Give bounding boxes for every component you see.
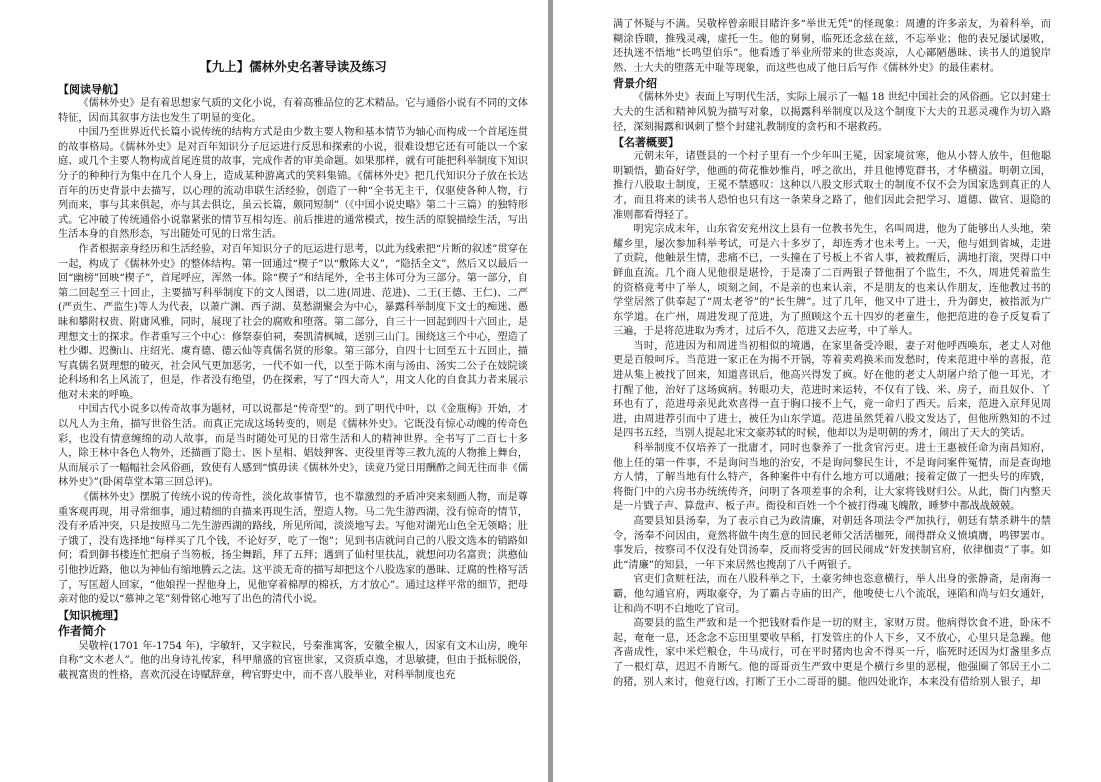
document-title: 【九上】儒林外史名著导读及练习 bbox=[199, 59, 387, 74]
paragraph: 当时，范进因为和周进当初相似的境遇，在家里备受冷眼，妻子对他呼西唤东，老丈人对他更是百般呵斥。当范进一家正在为揭不开锅，等着卖鸡换米而发愁时，传来范进中举的喜报，范进从集上被找了回来，知道喜讯后，他高兴得发了疯。好在他的老丈人胡屠户给了他一耳光，才打醒了他，治好了这场疯病。转眼功夫，范进时来运转，不仅有了钱、米、房子，而且奴仆、丫环也有了，范进母亲见此欢喜得一直于胸口接不上气，竟一命归了西天。后来，范进入京拜见周进，由周进荐引而中了进士，被任为山东学道。范进虽然凭着八股文发达了，但他所熟知的不过是四书五经，当别人提起北宋文豪苏轼的时候，他却以为是明朝的秀才，闹出了天大的笑话。 bbox=[613, 340, 1051, 440]
paragraph: 科举制度不仅培养了一批庸才，同时也豢养了一批贪官污吏。进士王惠被任命为南昌知府，他上任的第一件事，不是询问当地的治安，不是询问黎民生计，不是询问案件冤情，而是查询地方人情，了解当地有什么特产，各种案件中有什么地方可以通融；接着定做了一把头号的库戥，将衙门中的六房书办统统传齐，问明了各项差事的余利，让大家将钱财归公。从此，衙门内整天是一片戥子声、算盘声、板子声。衙役和百姓一个个被打得魂飞魄散，睡梦中都战战兢兢。 bbox=[613, 443, 1051, 513]
paragraph: 高要县知县汤奉，为了表示自己为政清廉，对朝廷各项法令严加执行，朝廷有禁杀耕牛的禁令，汤奉不问因由，竟然将做牛肉生意的回民老师父活活枷死，闹得群众义愤填膺，鸣锣罢市。事发后，按察司不仅没有处罚汤奉，反而将受害的回民闹成“奸发挟制官府，依律枷责”了事。如此“清廉”的知县，一年下来居然也搜刮了八千两银子。 bbox=[613, 516, 1051, 571]
paragraph: 元朝末年，诸暨县的一个村子里有一个少年叫王冕，因家境贫寒，他从小替人放牛，但他聪明颖悟，勤奋好学，他画的荷花惟妙惟肖，呼之欲出，并且他博览群书，才华横溢。明朝立国，推行八股取士制度，王冕不禁感叹：这种以八股文形式取士的制度不仅不会为国家选到真正的人才，而且将来的读书人恐怕也只有这一条荣身之路了，他们因此会把学习、道德、做官、退隐的准则都看得轻了。 bbox=[613, 151, 1051, 221]
paragraph: 作者根据亲身经历和生活经验，对百年知识分子的厄运进行思考，以此为线索把“片断的叙述”贯穿在一起，构成了《儒林外史》的整体结构。第一回通过“楔子”以“敷陈大义”，“隐括全文”，然后又以最后一回“幽榜”回映“楔子”，首尾呼应，浑然一体。除“楔子”和结尾外，全书主体可分为三部分。第一部分，自第二回起至三十回止，主要描写科举制度下的文人图谱，以二进(周进、范进)、二王(王德、王仁)、二严(严贡生、严监生)等人为代表，以萧广渊、西子湖、莫愁湖聚会为中心，暴露科举制度下文士的痴迷、愚昧和攀附权贵、附庸风雅，同时，展现了社会的腐败和堕落。第二部分，自三十一回起到四十六回止，是理想文士的探求。作者重写三个中心：修祭泰伯祠，奏凯清枫城，送别三山门。围绕这三个中心，塑造了杜少卿、迟衡山、庄绍光、虞育德、德云仙等真儒名贤的形象。第三部分，自四十七回至五十五回止，描写真儒名贤理想的破灭，社会风气更加恶劣，一代不如一代，以至于陈木南与汤由、汤实二公子在妓院谈论科场和名上风流了，但是，作者没有绝望，仍在探索，写了“四大奇人”，用文人化的自食其力者来展示他对未来的呼唤。 bbox=[58, 243, 528, 401]
paragraph: 官吏们贪赃枉法，而在八股科举之下，土豪劣绅也恣意横行，举人出身的张静斋，是南海一霸，他勾通官府，两取豪夺，为了霸占寺庙的田产，他唆使七八个流氓，诬陷和尚与妇女通奸，让和尚不明不白地吃了官司。 bbox=[613, 574, 1051, 615]
paragraph: 中国乃至世界近代长篇小说传统的结构方式是由少数主要人物和基本情节为轴心而构成一个首尾连贯的故事格局。《儒林外史》是对百年知识分子厄运进行反思和探索的小说，很难设想它还有可能以一个家庭、或几个主要人物构成首尾连贯的故事，完成作者的审美命题。如果那样，就有可能把科举制度下知识分子的种种行为集中在几个人身上，造成某种游离式的笑料集锦。《儒林外史》把几代知识分子放在长达百年的历史背景中去描写，以心理的流动串联生活经验，创造了一种“全书无主干，仅驱使各种人物，行列而来，事与其来俱起，亦与其去俱讫，虽云长篇，颇同短制”（《中国小说史略》第二十三篇）的独特形式。它冲破了传统通俗小说靠紧张的情节互相勾连、前后推进的通常模式，按生活的原貌描绘生活，写出生活本身的自然形态，写出随处可见的日常生活。 bbox=[58, 127, 528, 241]
section-heading-knowledge: 【知识梳理】 bbox=[58, 608, 124, 622]
subheading-background: 背景介绍 bbox=[613, 77, 657, 91]
section-heading-reading-guide: 【阅读导航】 bbox=[58, 83, 124, 96]
right-page bbox=[553, 0, 1101, 782]
paragraph: 《儒林外史》摆脱了传统小说的传奇性，淡化故事情节，也不靠激烈的矛盾冲突来刻画人物，而是尊重客观再现，用寻常细事，通过精细的自描来再现生活，塑造人物。马二先生游西湖，没有惊奇的情节，没有矛盾冲突，只是按照马二先生游西湖的路线，所见所闻，淡淡地写去。写他对湖光山色全无领略；肚子饿了，没有选择地“每样买了几个钱，不论好歹，吃了一饱”；见到书店就问自己的八股文选本的销路如何；看到御书楼连忙把扇子当笏板，扬尘舞蹈，拜了五拜；遇到了仙村里扶乩，就想问功名富贵；洪憨仙引他抄近路，他以为神仙有缩地腾云之法。这平淡无奇的描写却把这个八股选家的愚昧、迂腐的性格写活了，写匡超人回家，“他娘捏一捏他身上，见他穿着棉厚的棉袄，方才放心”。通过这样平常的细节，把母亲对他的爱以“慕神之笔”刻骨铭心地写了出色的清代小说。 bbox=[58, 492, 528, 606]
paragraph: 吴敬梓(1701 年-1754 年)，字敏轩，又字粒民，号秦淮寓客，安徽全椒人，因家有文木山房，晚年自称“文木老人”。他的出身诗礼传家，科甲鼎盛的官宦世家，又资质卓逸，才思敏捷，但由于抵标脱俗，載视富贵的性格，喜欢沉浸在诗赋辞章，稗官野史中，而不喜八股举业，对科举制度也充 bbox=[58, 640, 528, 681]
left-page bbox=[0, 0, 548, 782]
paragraph: 满了怀疑与不满。吴敬梓曾亲眼目睹许多“举世无凭”的怪现象：周遭的许多亲友，为着科举，而糊涂昏聩，推残灵魂，虚托一生。他的舅舅，临死还念兹在兹，不忘举业；他的表兄屡试屡败，还执迷不悟地“长鸣望伯乐”。他看透了举业所带来的世态炎凉，人心鄙陋愚昧、读书人的道貌岸然、士大夫的堕落无中耻等现象，而这些也成了他日后写作《儒林外史》的最佳素材。 bbox=[613, 19, 1051, 74]
paragraph: 《儒林外史》表面上写明代生活，实际上展示了一幅 18 世纪中国社会的风俗画。它以封建士大夫的生活和精神风貌为描写对象，以揭露科举制度以及这个制度下大夫的丑恶灵魂作为切入路径，深刻揭露和讽刺了整个封建礼教制度的贪朽和不堪救药。 bbox=[613, 92, 1051, 133]
paragraph: 《儒林外史》是有着思想家气质的文化小说，有着高雅品位的艺术精品。它与通俗小说有不同的文体特征，因而其叙事方法也发生了明显的变化。 bbox=[58, 98, 528, 124]
subheading-author: 作者简介 bbox=[58, 623, 107, 638]
paragraph: 中国古代小说多以传奇故事为题材，可以说都是“传奇型”的。到了明代中叶，以《金瓶梅》开始，才以凡人为主角，描写世俗生活。而真正完成这场转变的，则是《儒林外史》。它既没有惊心动魄的传奇色彩，也没有情意缠绵的动人故事，而是当时随处可见的日常生活和人的精神世界。全书写了二百七十多人，除王林中各色人物外，还描画了隐士、医卜星相、娼妓狎客、吏役里胥等三教九流的人物推上舞台，从而展示了一幅幅社会风俗画，致使有人感到“慎毋读《儒林外史》，读竟乃觉日用酬酢之间无往而非《儒林外史》”(卧闲草堂本第三回总评)。 bbox=[58, 404, 528, 489]
paragraph: 高要县的监生严致和是一个把钱财看作是一切的财主，家财万贯。他病得饮食不进，卧床不起，奄奄一息，还念念不忘田里要收早稻，打发管庄的仆人下乡，又不放心，心里只是急躁。他吝啬成性，家中米烂粮仓，牛马成行，可在平时猪肉也舍不得买一斤，临死时还因为灯盏里多点了一根灯草，迟迟不肯断气。他的哥哥贡生严致中更是个横行乡里的恶棍，他强圈了邻居王小二的猪，别人来讨，他竟行凶，打断了王小二哥哥的腿。他四处讹诈，本来没有借给别人银子，却 bbox=[613, 618, 1051, 688]
section-heading-summary: 【名著概要】 bbox=[613, 136, 679, 150]
paragraph: 明宪宗成末年，山东省安兖州汶上县有一位教书先生，名叫周进，他为了能够出人头地，荣耀乡里，屡次参加科举考试，可是六十多岁了，却连秀才也未考上。一天，他与姐到省城，走进了贡院，他触景生情，悲痛不已，一头撞在了号板上不省人事，被救醒后，满地打滚，哭得口中鲜血直流。几个商人见他很是堪怜，于是凑了二百两银子替他捐了个监生，不久，周进凭着监生的资格竟考中了举人，顷刻之间，不是亲的也来认亲，不是朋友的也来认作朋友，连他教过书的学堂居然了供奉起了“周太老爷”的“长生牌”。过了几年，他又中了进士，升为御史，被指派为广东学道。在广州，周进发现了范进，为了照顾这个五十四岁的老童生，他把范进的卷子反复看了三遍，于是将范进取为秀才，过后不久，范进又去应考，中了举人。 bbox=[613, 224, 1051, 338]
